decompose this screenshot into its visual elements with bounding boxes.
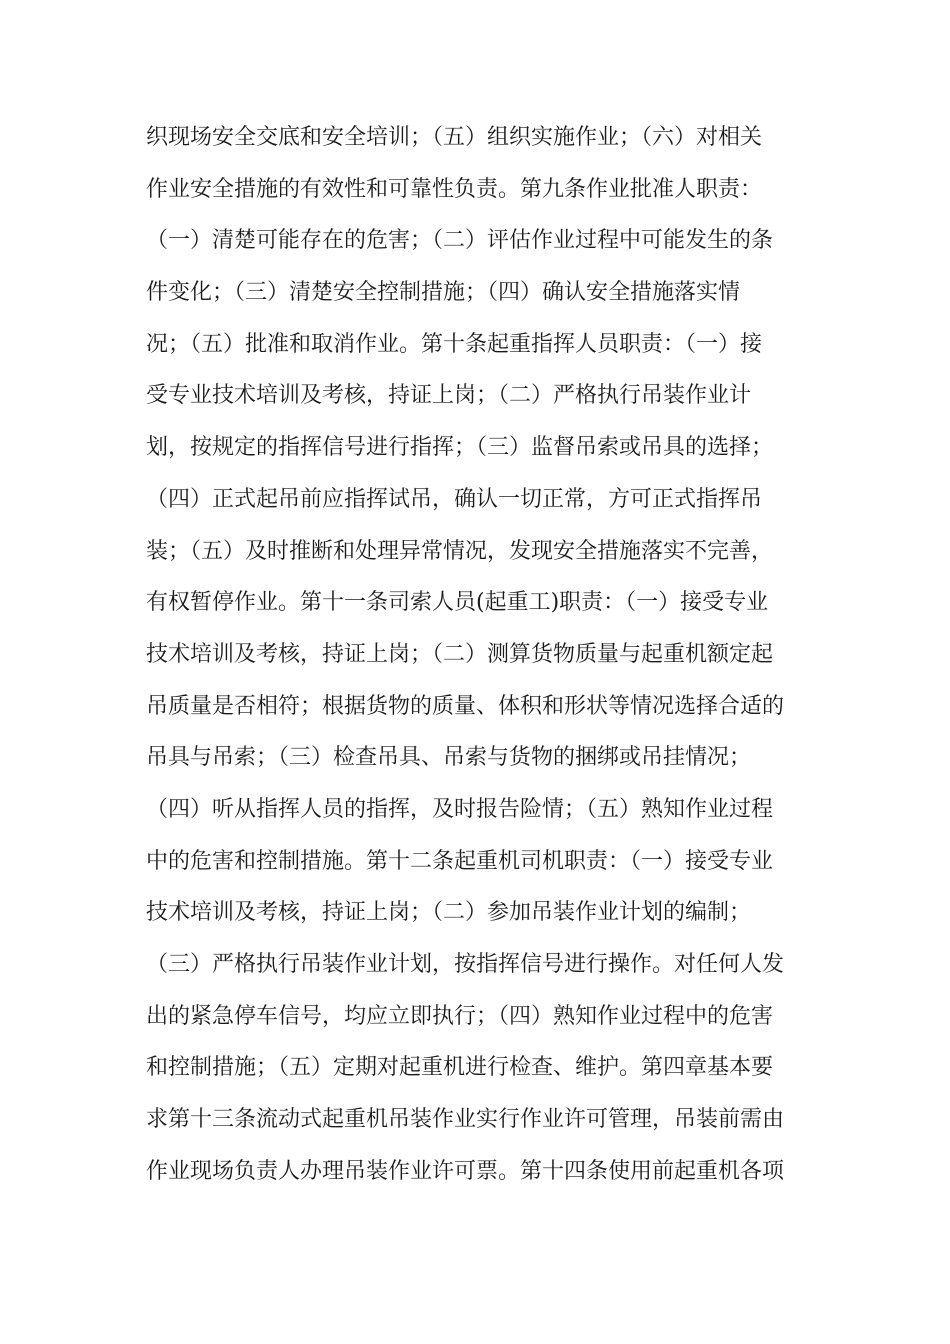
text-line: 有权暂停作业。第十一条司索人员(起重工)职责：（一）接受专业: [146, 590, 769, 616]
text-line: 吊质量是否相符；根据货物的质量、体积和形状等情况选择合适的: [146, 693, 785, 719]
text-line: 技术培训及考核，持证上岗；（二）参加吊装作业计划的编制；: [146, 900, 752, 926]
text-line: （三）严格执行吊装作业计划，按指挥信号进行操作。对任何人发: [146, 952, 785, 977]
text-line: （一）清楚可能存在的危害；（二）评估作业过程中可能发生的条: [146, 228, 774, 254]
text-line: 况；（五）批准和取消作业。第十条起重指挥人员职责：（一）接: [146, 331, 763, 357]
text-line: 求第十三条流动式起重机吊装作业实行作业许可管理，吊装前需由: [146, 1107, 785, 1133]
text-line: 吊具与吊索；（三）检查吊具、吊索与货物的捆绑或吊挂情况；: [146, 745, 752, 771]
text-line: 受专业技术培训及考核，持证上岗；（二）严格执行吊装作业计: [146, 383, 752, 409]
text-line: 中的危害和控制措施。第十二条起重机司机职责：（一）接受专业: [146, 848, 774, 874]
text-line: 织现场安全交底和安全培训；（五）组织实施作业；（六）对相关: [146, 125, 763, 150]
text-line: （四）听从指挥人员的指挥，及时报告险情；（五）熟知作业过程: [146, 796, 774, 822]
text-line: 和控制措施；（五）定期对起重机进行检查、维护。第四章基本要: [146, 1055, 774, 1081]
body-text: [146, 112, 806, 1197]
text-line: 装；（五）及时推断和处理异常情况，发现安全措施落实不完善，: [146, 538, 774, 564]
text-line: 作业现场负责人办理吊装作业许可票。第十四条使用前起重机各项: [146, 1158, 785, 1184]
text-line: 作业安全措施的有效性和可靠性负责。第九条作业批准人职责：: [146, 176, 763, 202]
text-line: 划，按规定的指挥信号进行指挥；（三）监督吊索或吊具的选择；: [146, 435, 774, 461]
text-line: 件变化；（三）清楚安全控制措施；（四）确认安全措施落实情: [146, 280, 741, 306]
text-line: 出的紧急停车信号，均应立即执行；（四）熟知作业过程中的危害: [146, 1003, 774, 1029]
text-line: （四）正式起吊前应指挥试吊，确认一切正常，方可正式指挥吊: [146, 486, 763, 512]
text-line: 技术培训及考核，持证上岗；（二）测算货物质量与起重机额定起: [146, 641, 774, 667]
